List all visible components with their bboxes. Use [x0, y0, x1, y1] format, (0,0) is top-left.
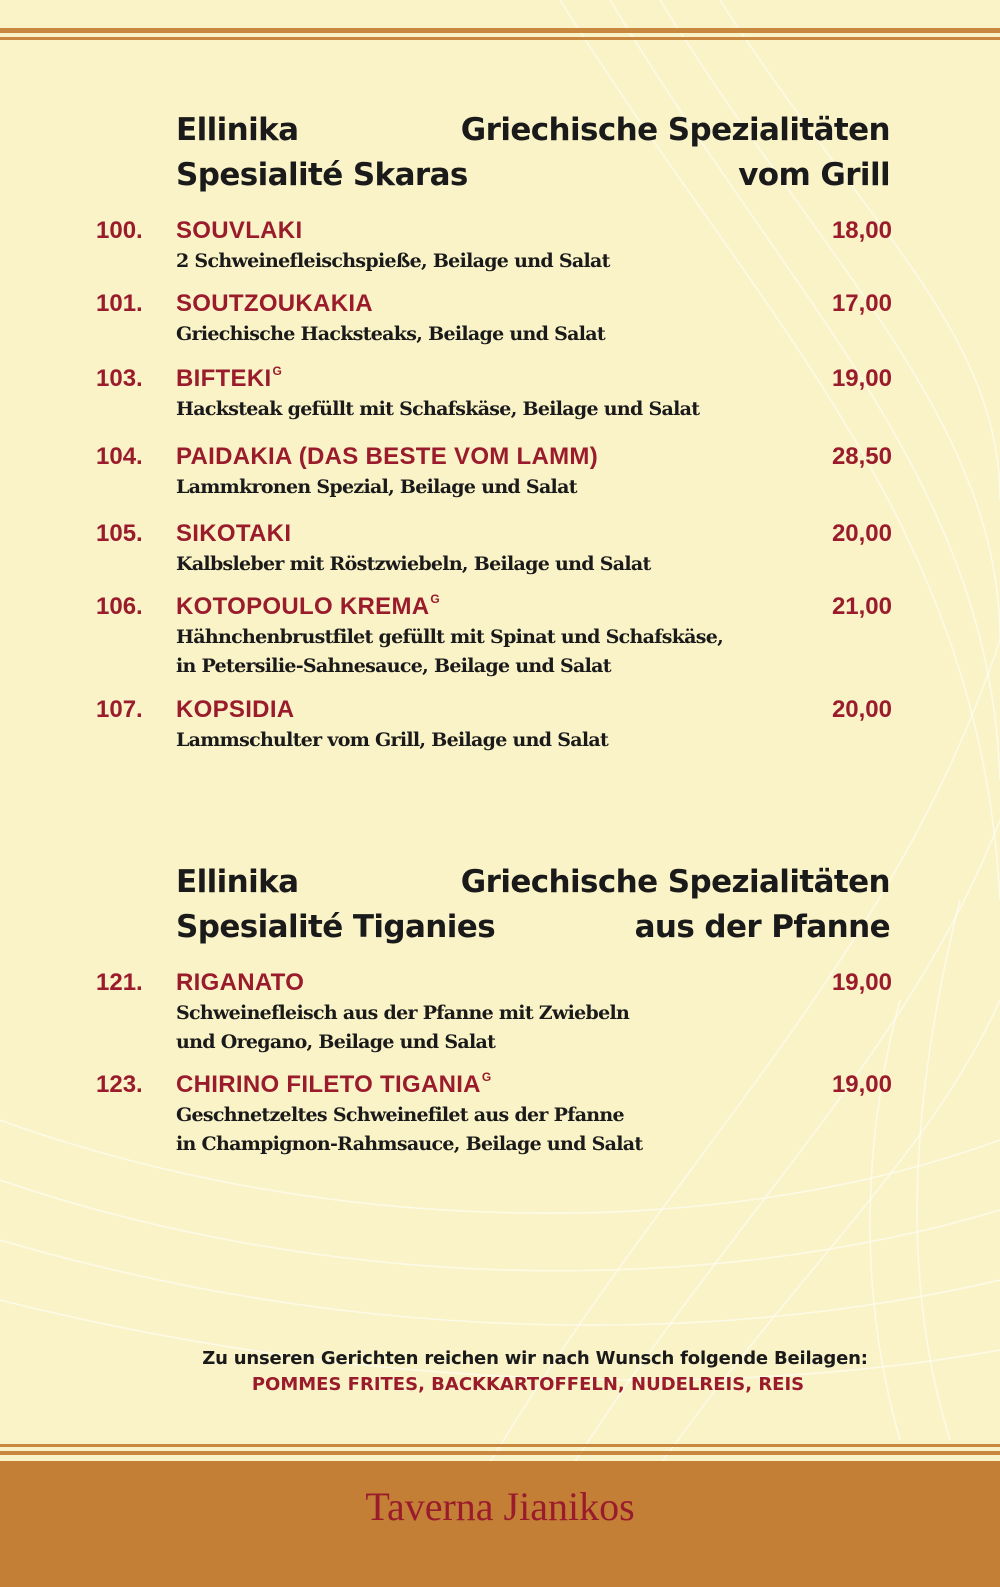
allergen-mark: G — [272, 364, 283, 378]
item-number: 123. — [96, 1071, 143, 1098]
item-description: Lammkronen Spezial, Beilage und Salat — [176, 476, 577, 498]
item-description: Hacksteak gefüllt mit Schafskäse, Beilage und Salat — [176, 398, 700, 420]
allergen-mark: G — [430, 592, 441, 606]
item-number: 105. — [96, 520, 143, 547]
item-name: SOUVLAKI — [176, 217, 303, 244]
item-name: RIGANATO — [176, 969, 305, 996]
section-title-greek: Ellinika Spesialité Tiganies — [176, 864, 496, 945]
side-dishes-intro: Zu unseren Gerichten reichen wir nach Wunsch folgende Beilagen: — [202, 1348, 868, 1369]
item-name: SIKOTAKI — [176, 520, 292, 547]
item-description: Geschnetzeltes Schweinefilet aus der Pfanne in Champignon-Rahmsauce, Beilage und Salat — [176, 1104, 643, 1155]
item-price: 28,50 — [831, 443, 892, 470]
item-price: 20,00 — [831, 520, 892, 547]
item-price: 18,00 — [831, 217, 892, 244]
item-description: Lammschulter vom Grill, Beilage und Salat — [176, 729, 609, 751]
section-pan-header — [176, 860, 890, 950]
item-price: 19,00 — [831, 1071, 892, 1098]
item-price: 19,00 — [831, 969, 892, 996]
item-price: 21,00 — [831, 593, 892, 620]
item-name: PAIDAKIA (DAS BESTE VOM LAMM) — [176, 443, 599, 470]
item-number: 100. — [96, 217, 143, 244]
section-title-german: Griechische Spezialitäten aus der Pfanne — [460, 864, 890, 945]
item-name: SOUTZOUKAKIA — [176, 290, 373, 317]
section-grill-header — [176, 108, 890, 198]
side-dishes-note — [0, 1346, 1000, 1398]
item-description: Griechische Hacksteaks, Beilage und Salat — [176, 323, 605, 345]
item-number: 107. — [96, 696, 143, 723]
restaurant-name: Taverna Jianikos — [365, 1484, 635, 1529]
allergen-mark: G — [481, 1070, 492, 1084]
section-title-greek: Ellinika Spesialité Skaras — [176, 112, 468, 193]
section-title-german: Griechische Spezialitäten vom Grill — [460, 112, 890, 193]
item-name: CHIRINO FILETO $TIGANIA^G$ — [176, 1070, 492, 1098]
item-name: KOPSIDIA — [176, 696, 295, 723]
item-number: 121. — [96, 969, 143, 996]
item-number: 103. — [96, 365, 143, 392]
item-name: $BIFTEKI^G$ — [176, 364, 283, 392]
item-number: 101. — [96, 290, 143, 317]
item-price: 19,00 — [831, 365, 892, 392]
item-description: Hähnchenbrustfilet gefüllt mit Spinat und Schafskäse, in Petersilie-Sahnesauce, Beilage und Salat — [176, 626, 724, 677]
item-price: 17,00 — [831, 290, 892, 317]
item-description: 2 Schweinefleischspieße, Beilage und Salat — [176, 250, 610, 272]
item-number: 104. — [96, 443, 143, 470]
item-number: 106. — [96, 593, 143, 620]
side-dishes-list: POMMES FRITES, BACKKARTOFFELN, NUDELREIS, REIS — [251, 1374, 805, 1395]
item-name: KOTOPOULO $KREMA^G$ — [176, 592, 441, 620]
item-description: Schweinefleisch aus der Pfanne mit Zwiebeln und Oregano, Beilage und Salat — [176, 1002, 630, 1053]
item-price: 20,00 — [831, 696, 892, 723]
item-description: Kalbsleber mit Röstzwiebeln, Beilage und Salat — [176, 553, 651, 575]
